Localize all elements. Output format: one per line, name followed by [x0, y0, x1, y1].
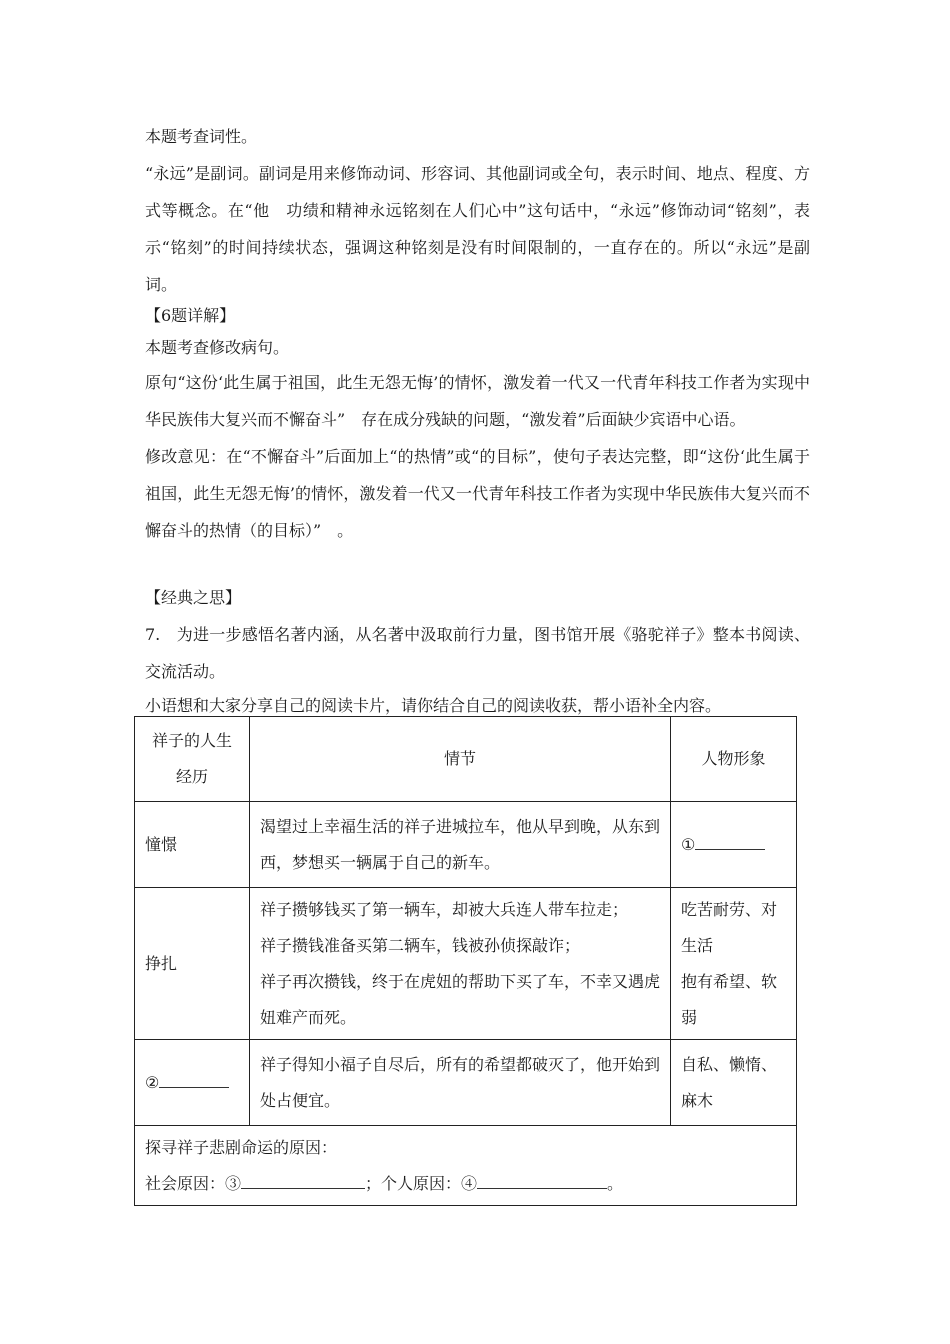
- question-7-intro: [145, 584, 810, 720]
- paragraph-topic-6: 本题考查修改病句。: [145, 338, 290, 357]
- question-7-instruction: 小语想和大家分享自己的阅读卡片，请你结合自己的阅读收获，帮小语补全内容。: [145, 696, 722, 715]
- personal-reason-label: ；个人原因：④: [365, 1173, 478, 1193]
- cell-stage: [135, 1040, 250, 1126]
- question-7-text: 7. 为进一步感悟名著内涵，从名著中汲取前行力量，图书馆开展《骆驼祥子》整本书阅读、交流活动。: [145, 625, 810, 681]
- cell-plot: 祥子得知小福子自尽后，所有的希望都破灭了，他开始到处占便宜。: [249, 1040, 670, 1126]
- section-heading-classic: 【经典之思】: [145, 588, 242, 607]
- blank-number-2: ②: [145, 1072, 160, 1092]
- social-reason-label: 社会原因：③: [145, 1173, 242, 1193]
- paragraph-original-sentence: 原句“这份‘此生属于祖国，此生无怨无悔’的情怀，激发着一代又一代青年科技工作者为实现中华民族伟大复兴而不懈奋斗” 存在成分残缺的问题，“激发着”后面缺少宾语中心语。: [145, 373, 810, 429]
- reading-card-table: [134, 716, 797, 1206]
- header-plot: 情节: [249, 717, 670, 802]
- table-footer-row: [135, 1126, 797, 1206]
- reasons-heading: 探寻祥子悲剧命运的原因：: [145, 1137, 338, 1157]
- answer-blank-1[interactable]: [695, 835, 765, 850]
- answer-blank-4[interactable]: [477, 1174, 607, 1189]
- table-header-row: [135, 717, 797, 802]
- cell-stage: 憧憬: [135, 802, 250, 888]
- answer-blank-2[interactable]: [159, 1073, 229, 1088]
- cell-image: [671, 802, 797, 888]
- header-character-image: 人物形象: [671, 717, 797, 802]
- reasons-line: [145, 1166, 786, 1202]
- cell-stage: 挣扎: [135, 888, 250, 1040]
- answer-analysis-6: [145, 302, 810, 549]
- paragraph-revision: 修改意见：在“不懈奋斗”后面加上“的热情”或“的目标”，使句子表达完整，即“这份‘此生属于祖国，此生无怨无悔’的情怀，激发着一代又一代青年科技工作者为实现中华民族伟大复兴而不懈奋斗的热情（的目标）” 。: [145, 447, 810, 540]
- cell-tragedy-reasons: [135, 1126, 797, 1206]
- table-row: [135, 802, 797, 888]
- paragraph-explain-5: “永远”是副词。副词是用来修饰动词、形容词、其他副词或全句，表示时间、地点、程度、方式等概念。在“他 功绩和精神永远铭刻在人们心中”这句话中，“永远”修饰动词“铭刻”，表示“铭刻”的时间持续状态，强调这种铭刻是没有时间限制的，一直存在的。所以“永远”是副词。: [145, 164, 810, 294]
- cell-image: 自私、懒惰、麻木: [671, 1040, 797, 1126]
- table-row: [135, 1040, 797, 1126]
- section-heading-6: 【6题详解】: [145, 306, 236, 325]
- reasons-end: 。: [607, 1173, 624, 1193]
- header-life-experience: 祥子的人生经历: [135, 717, 250, 802]
- table-row: [135, 888, 797, 1040]
- cell-image: 吃苦耐劳、对生活 抱有希望、软弱: [671, 888, 797, 1040]
- cell-plot: 渴望过上幸福生活的祥子进城拉车，他从早到晚，从东到西，梦想买一辆属于自己的新车。: [249, 802, 670, 888]
- answer-blank-3[interactable]: [241, 1174, 365, 1189]
- paragraph-topic-5: 本题考查词性。: [145, 127, 258, 146]
- cell-plot: 祥子攒够钱买了第一辆车，却被大兵连人带车拉走； 祥子攒钱准备买第二辆车，钱被孙侦探敲诈； 祥子再次攒钱，终于在虎妞的帮助下买了车，不幸又遇虎妞难产而死。: [249, 888, 670, 1040]
- answer-analysis-5: [145, 118, 810, 303]
- blank-number-1: ①: [681, 834, 696, 854]
